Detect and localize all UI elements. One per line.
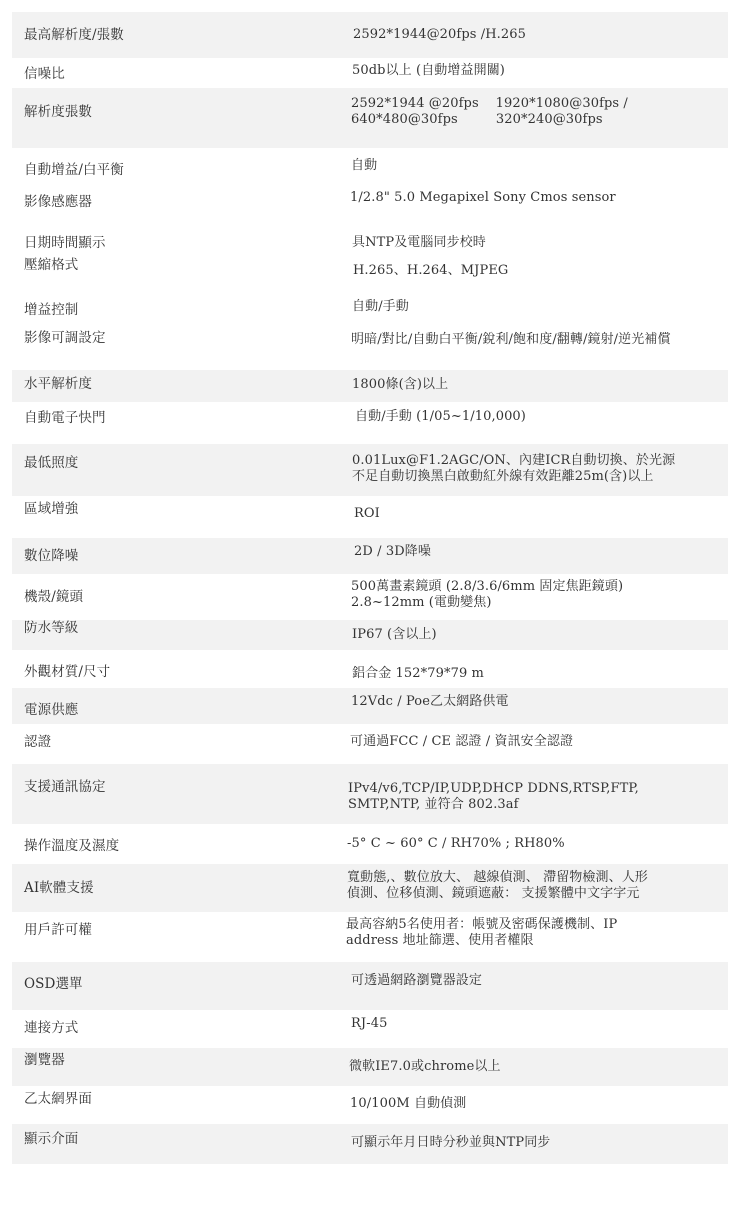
row-value: 最高容納5名使用者：帳號及密碼保護機制、IP address 地址篩選、使用者權限 xyxy=(346,917,618,948)
row-label: 防水等級 xyxy=(24,620,79,636)
table-row xyxy=(12,12,728,58)
table-row xyxy=(12,402,728,444)
table-row xyxy=(12,58,728,88)
row-value: 2592*1944 @20fps 1920*1080@30fps / 640*480@30fps 320*240@30fps xyxy=(351,96,628,127)
row-label: 最高解析度/張數 xyxy=(24,27,124,43)
row-value: -5° C ~ 60° C / RH70% ; RH80% xyxy=(347,836,565,851)
row-label: 顯示介面 xyxy=(24,1131,79,1147)
row-label: 壓縮格式 xyxy=(24,257,79,273)
row-label: 支援通訊協定 xyxy=(24,779,106,795)
row-value: 可透過網路瀏覽器設定 xyxy=(351,973,483,988)
row-label: 水平解析度 xyxy=(24,376,92,392)
row-value: 明暗/對比/自動白平衡/銳利/飽和度/翻轉/鏡射/逆光補償 xyxy=(351,332,671,347)
row-value: RJ-45 xyxy=(351,1016,388,1031)
table-row xyxy=(12,288,728,326)
row-label: 自動增益/白平衡 xyxy=(24,162,124,178)
row-label: 信噪比 xyxy=(24,66,65,82)
row-value: 鋁合金 152*79*79 m xyxy=(352,666,484,681)
row-label: 電源供應 xyxy=(24,702,79,718)
table-row xyxy=(12,688,728,724)
row-value: 10/100M 自動偵測 xyxy=(350,1096,467,1111)
row-value: 1/2.8" 5.0 Megapixel Sony Cmos sensor xyxy=(350,190,616,205)
row-label: 操作溫度及濕度 xyxy=(24,838,120,854)
row-label: 影像可調設定 xyxy=(24,330,106,346)
row-label: 用戶許可權 xyxy=(24,922,92,938)
row-value: IPv4/v6,TCP/IP,UDP,DHCP DDNS,RTSP,FTP, SMTP,NTP, 並符合 802.3af xyxy=(348,781,639,812)
row-value: 微軟IE7.0或chrome以上 xyxy=(349,1059,501,1074)
table-row xyxy=(12,1124,728,1164)
row-label: 日期時間顯示 xyxy=(24,235,106,251)
table-row xyxy=(12,370,728,402)
row-label: 連接方式 xyxy=(24,1020,79,1036)
table-row xyxy=(12,226,728,252)
row-label: 乙太網界面 xyxy=(24,1091,92,1107)
table-row xyxy=(12,912,728,962)
row-label: 機殼/鏡頭 xyxy=(24,589,84,605)
row-label: 最低照度 xyxy=(24,455,79,471)
table-row xyxy=(12,764,728,824)
table-row xyxy=(12,538,728,574)
row-value: H.265、H.264、MJPEG xyxy=(353,263,509,278)
table-row xyxy=(12,620,728,650)
table-row xyxy=(12,650,728,688)
table-row xyxy=(12,88,728,148)
row-label: 數位降噪 xyxy=(24,548,79,564)
row-value: 自動/手動 xyxy=(352,299,409,314)
table-row xyxy=(12,1048,728,1086)
row-value: 500萬畫素鏡頭 (2.8/3.6/6mm 固定焦距鏡頭) 2.8~12mm (電動變焦) xyxy=(351,579,624,610)
row-value: 12Vdc / Poe乙太網路供電 xyxy=(351,694,509,709)
table-row xyxy=(12,1086,728,1124)
table-row xyxy=(12,574,728,620)
row-value: 自動 xyxy=(351,158,378,173)
row-value: 1800條(含)以上 xyxy=(352,377,449,392)
row-label: 增益控制 xyxy=(24,302,79,318)
row-value: 可通過FCC / CE 認證 / 資訊安全認證 xyxy=(350,734,574,749)
row-label: AI軟體支援 xyxy=(24,880,94,896)
row-label: 瀏覽器 xyxy=(24,1052,65,1068)
table-row xyxy=(12,180,728,226)
row-label: 自動電子快門 xyxy=(24,410,106,426)
row-value: 自動/手動 (1/05~1/10,000) xyxy=(355,409,526,424)
row-value: 寬動態,、數位放大、 越線偵測、 滯留物檢測、人形 偵測、位移偵測、鏡頭遮蔽： 支援繁體中文字字元 xyxy=(347,870,648,901)
table-row xyxy=(12,824,728,864)
table-row xyxy=(12,444,728,496)
row-value: 可顯示年月日時分秒並與NTP同步 xyxy=(351,1135,551,1150)
row-label: OSD選單 xyxy=(24,976,83,992)
row-value: 2D / 3D降噪 xyxy=(354,544,431,559)
spec-table xyxy=(12,12,728,1164)
table-row xyxy=(12,864,728,912)
row-label: 影像感應器 xyxy=(24,194,92,210)
table-row xyxy=(12,252,728,288)
row-label: 解析度張數 xyxy=(24,104,92,120)
row-label: 認證 xyxy=(24,734,52,750)
table-row xyxy=(12,326,728,370)
row-label: 外觀材質/尺寸 xyxy=(24,664,111,680)
row-label: 區域增強 xyxy=(24,501,79,517)
row-value: 具NTP及電腦同步校時 xyxy=(352,235,486,250)
table-row xyxy=(12,148,728,180)
row-value: 50db以上 (自動增益開關) xyxy=(352,63,505,78)
row-value: IP67 (含以上) xyxy=(352,627,437,642)
table-row xyxy=(12,1010,728,1048)
row-value: 0.01Lux@F1.2AGC/ON、內建ICR自動切換、於光源 不足自動切換黑白啟動紅外線有效距離25m(含)以上 xyxy=(352,453,676,484)
row-value: ROI xyxy=(354,506,380,521)
table-row xyxy=(12,962,728,1010)
table-row xyxy=(12,496,728,538)
row-value: 2592*1944@20fps /H.265 xyxy=(353,27,527,42)
table-row xyxy=(12,724,728,764)
